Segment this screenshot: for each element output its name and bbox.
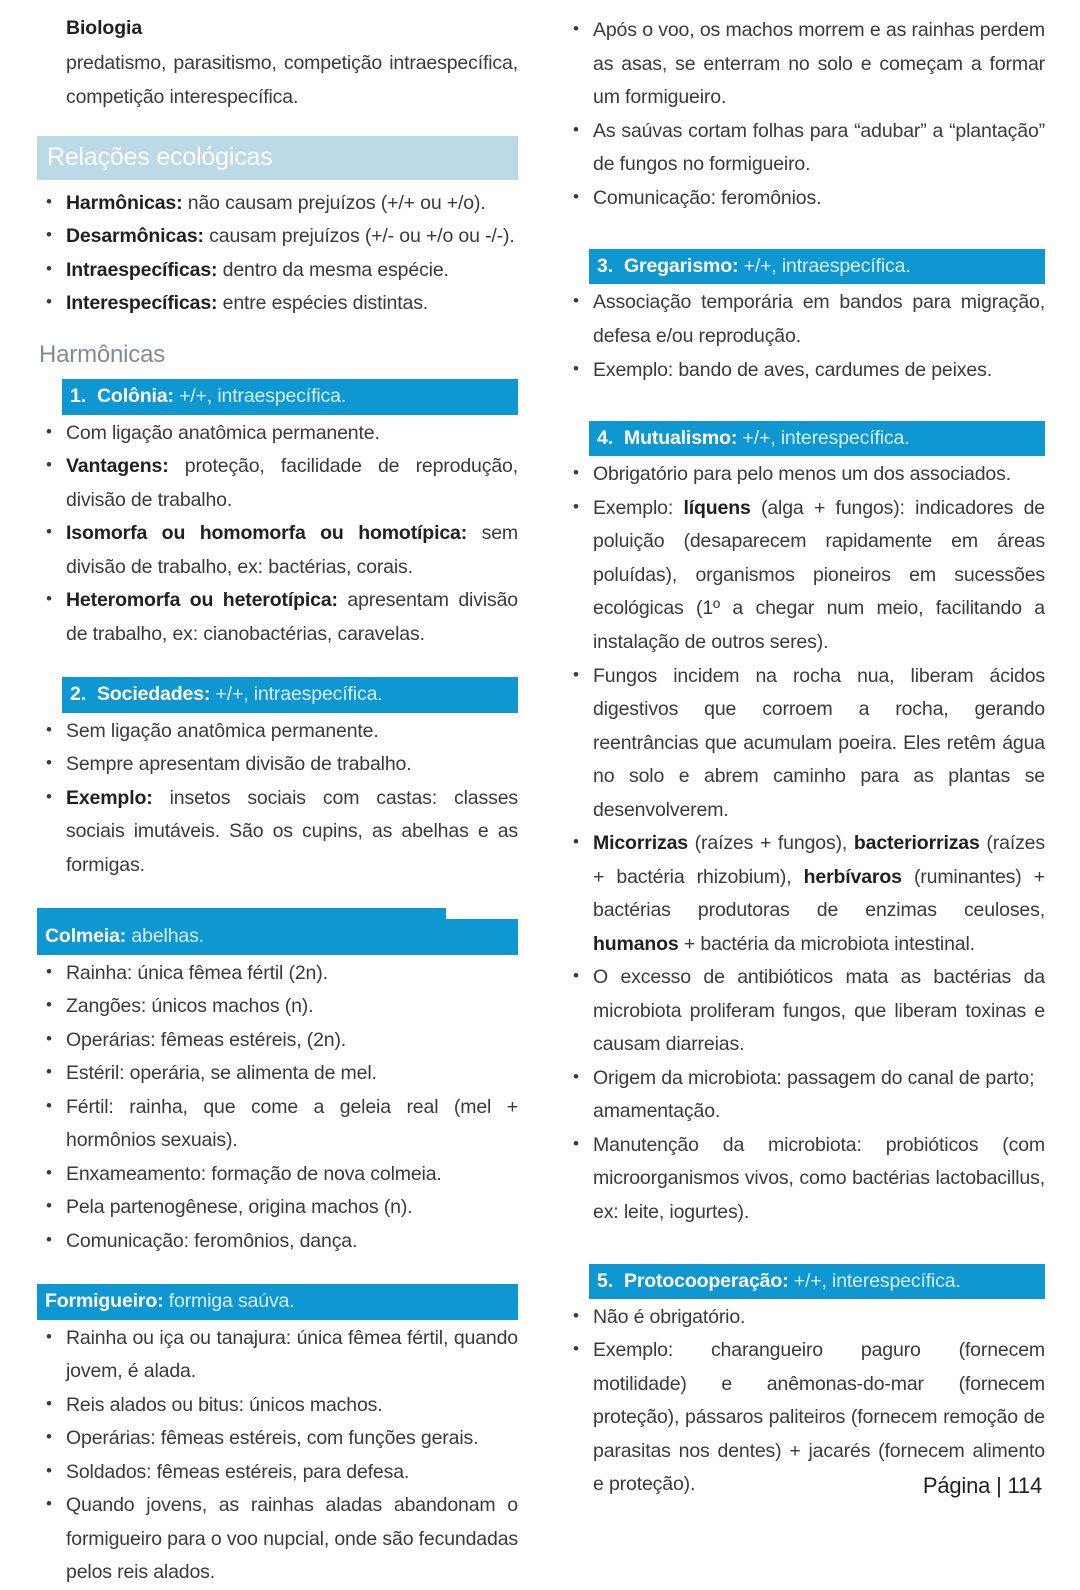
list-item: • Fungos incidem na rocha nua, liberam ácidos digestivos que corroem a rocha, gerando reentrâncias que acumulam poeira. Eles retêm água no solo e abrem caminho para as plantas se desenvolverem. [564,660,1045,828]
banner-subtitle: +/+, intraespecífica. [210,683,383,706]
bullet-term: Heteromorfa ou heterotípica: [66,589,338,612]
list-item: • Enxameamento: formação de nova colmeia. [37,1158,518,1192]
definition-text: causam prejuízos (+/- ou +/o ou -/-). [203,225,515,248]
banner-title: Formigueiro: [45,1290,164,1313]
definition-term: Interespecíficas: [66,292,218,315]
banner-subtitle: +/+, interespecífica. [788,1269,961,1292]
banner-number: 2. [70,683,86,706]
list-item [37,584,518,651]
banner-subtitle: abelhas. [126,925,204,948]
bullet-text: Com ligação anatômica permanente. [66,421,380,444]
banner-colmeia [37,919,518,954]
protocooperacao-bullets [564,1301,1045,1502]
bullet-text: Sempre apresentam divisão de trabalho. [66,753,412,776]
banner-title: Mutualismo: [624,427,738,450]
list-item: • As saúvas cortam folhas para “adubar” a “plantação” de fungos no formigueiro. [564,115,1045,182]
numbered-banner-sociedades [62,677,518,712]
formigueiro-bullets [37,1322,518,1590]
banner-title: Colônia: [97,385,174,408]
two-column-layout [37,14,1045,1590]
numbered-banner-mutualismo [589,421,1045,456]
list-item: • Manutenção da microbiota: probióticos (com microorganismos vivos, como bactérias lactobacillus, ex: leite, iogurtes). [564,1129,1045,1230]
definition-term: Desarmônicas: [66,225,204,248]
bullet-term: Isomorfa ou homomorfa ou homotípica: [66,522,468,545]
list-item: • Fértil: rainha, que come a geleia real (mel + hormônios sexuais). [37,1091,518,1158]
bullet-term: Vantagens: [66,455,169,478]
sociedades-bullets [37,715,518,883]
banner-subtitle: +/+, intraespecífica. [738,255,911,278]
list-item: • Pela partenogênese, origina machos (n). [37,1191,518,1225]
banner-title: Protocooperação: [624,1269,789,1292]
definition-term: Harmônicas: [66,191,183,214]
list-item: • Operárias: fêmeas estéreis, com funções gerais. [37,1422,518,1456]
section-banner-relacoes-ecologicas: Relações ecológicas [37,136,518,180]
list-item [37,254,518,288]
banner-subtitle: +/+, intraespecífica. [173,385,347,408]
banner-title: Sociedades: [97,683,211,706]
list-item [37,450,518,517]
list-item: • Soldados: fêmeas estéreis, para defesa. [37,1456,518,1490]
formigueiro-continued-bullets [564,14,1045,215]
banner-title: Gregarismo: [624,255,739,278]
banner-subtitle: +/+, interespecífica. [737,427,910,450]
numbered-banner-gregarismo [589,249,1045,284]
numbered-banner-protocooperacao [589,1264,1045,1299]
list-item: • Exemplo: charangueiro paguro (fornecem motilidade) e anêmonas-do-mar (fornecem proteção), pássaros paliteiros (fornecem remoção de parasitas nos dentes) + jacarés (fornecem alimento e proteção). [564,1334,1045,1502]
definition-term: Intraespecíficas: [66,258,218,281]
bullet-term: Exemplo: [66,786,153,809]
list-item: • Micorrizas (raízes + fungos), bacteriorrizas (raízes + bactéria rhizobium), herbívaros (ruminantes) + bactérias produtoras de enzimas ceuloses, humanos + bactéria da microbiota intestinal. [564,827,1045,961]
list-item: • Comunicação: feromônios. [564,182,1045,216]
list-item: • Exemplo: líquens (alga + fungos): indicadores de poluição (desaparecem rapidamente em áreas poluídas), organismos pioneiros em sucessões ecológicas (1º a chegar num meio, facilitando a instalação de outros seres). [564,492,1045,660]
list-item [37,187,518,221]
list-item: • Não é obrigatório. [564,1301,1045,1335]
page-number-footer: Página | 114 [922,1473,1042,1498]
bullet-text: insetos sociais com castas: classes sociais imutáveis. São os cupins, as abelhas e as formigas. [66,786,518,876]
list-item [37,715,518,749]
list-item: • Obrigatório para pelo menos um dos associados. [564,458,1045,492]
colonia-bullets [37,417,518,652]
numbered-banner-colonia [62,379,518,414]
banner-subtitle: formiga saúva. [163,1290,295,1313]
bullet-text: sem divisão de trabalho, ex: bactérias, corais. [66,522,518,578]
list-item [37,220,518,254]
gregarismo-bullets [564,286,1045,387]
list-item [37,287,518,321]
list-item [37,782,518,883]
list-item [37,517,518,584]
list-item: • Zangões: únicos machos (n). [37,990,518,1024]
definition-text: dentro da mesma espécie. [217,258,449,281]
bullet-text: proteção, facilidade de reprodução, divisão de trabalho. [66,455,518,511]
list-item: • Exemplo: bando de aves, cardumes de peixes. [564,354,1045,388]
left-column [37,14,518,1590]
mutualismo-bullets [564,458,1045,1229]
right-column [564,14,1045,1502]
list-item: • Operárias: fêmeas estéreis, (2n). [37,1024,518,1058]
definition-text: não causam prejuízos (+/+ ou +/o). [182,191,486,214]
list-item: • O excesso de antibióticos mata as bactérias da microbiota proliferam fungos, que liberam toxinas e causam diarreias. [564,961,1045,1062]
list-item: • Rainha: única fêmea fértil (2n). [37,957,518,991]
intro-paragraph: predatismo, parasitismo, competição intraespecífica, competição interespecífica. [66,52,518,108]
banner-number: 3. [597,255,613,278]
banner-title: Colmeia: [45,925,127,948]
subsection-heading-harmonicas: Harmônicas [39,340,166,368]
list-item: • Comunicação: feromônios, dança. [37,1225,518,1259]
list-item [37,417,518,451]
bullet-text: Sem ligação anatômica permanente. [66,719,379,742]
list-item: • Associação temporária em bandos para migração, defesa e/ou reprodução. [564,286,1045,353]
list-item: • Quando jovens, as rainhas aladas abandonam o formigueiro para o voo nupcial, onde são fecundadas pelos reis alados. [37,1489,518,1590]
banner-number: 5. [597,1269,613,1292]
bullet-text: apresentam divisão de trabalho, ex: cianobactérias, caravelas. [66,589,518,645]
banner-group-colmeia [37,908,518,954]
colmeia-bullets [37,957,518,1259]
banner-number: 4. [597,427,613,450]
definition-text: entre espécies distintas. [217,292,429,315]
banner-group-formigueiro [37,1284,518,1319]
list-item: • Rainha ou iça ou tanajura: única fêmea fértil, quando jovem, é alada. [37,1322,518,1389]
page-title: Biologia [66,17,143,39]
list-item [37,748,518,782]
banner-number: 1. [70,385,86,408]
list-item: • Após o voo, os machos morrem e as rainhas perdem as asas, se enterram no solo e começam a formar um formigueiro. [564,14,1045,115]
list-item: • Estéril: operária, se alimenta de mel. [37,1057,518,1091]
definitions-list [37,187,518,321]
banner-notch [37,908,446,919]
list-item: • Origem da microbiota: passagem do canal de parto; amamentação. [564,1062,1045,1129]
list-item: • Reis alados ou bitus: únicos machos. [37,1389,518,1423]
banner-formigueiro [37,1284,518,1319]
